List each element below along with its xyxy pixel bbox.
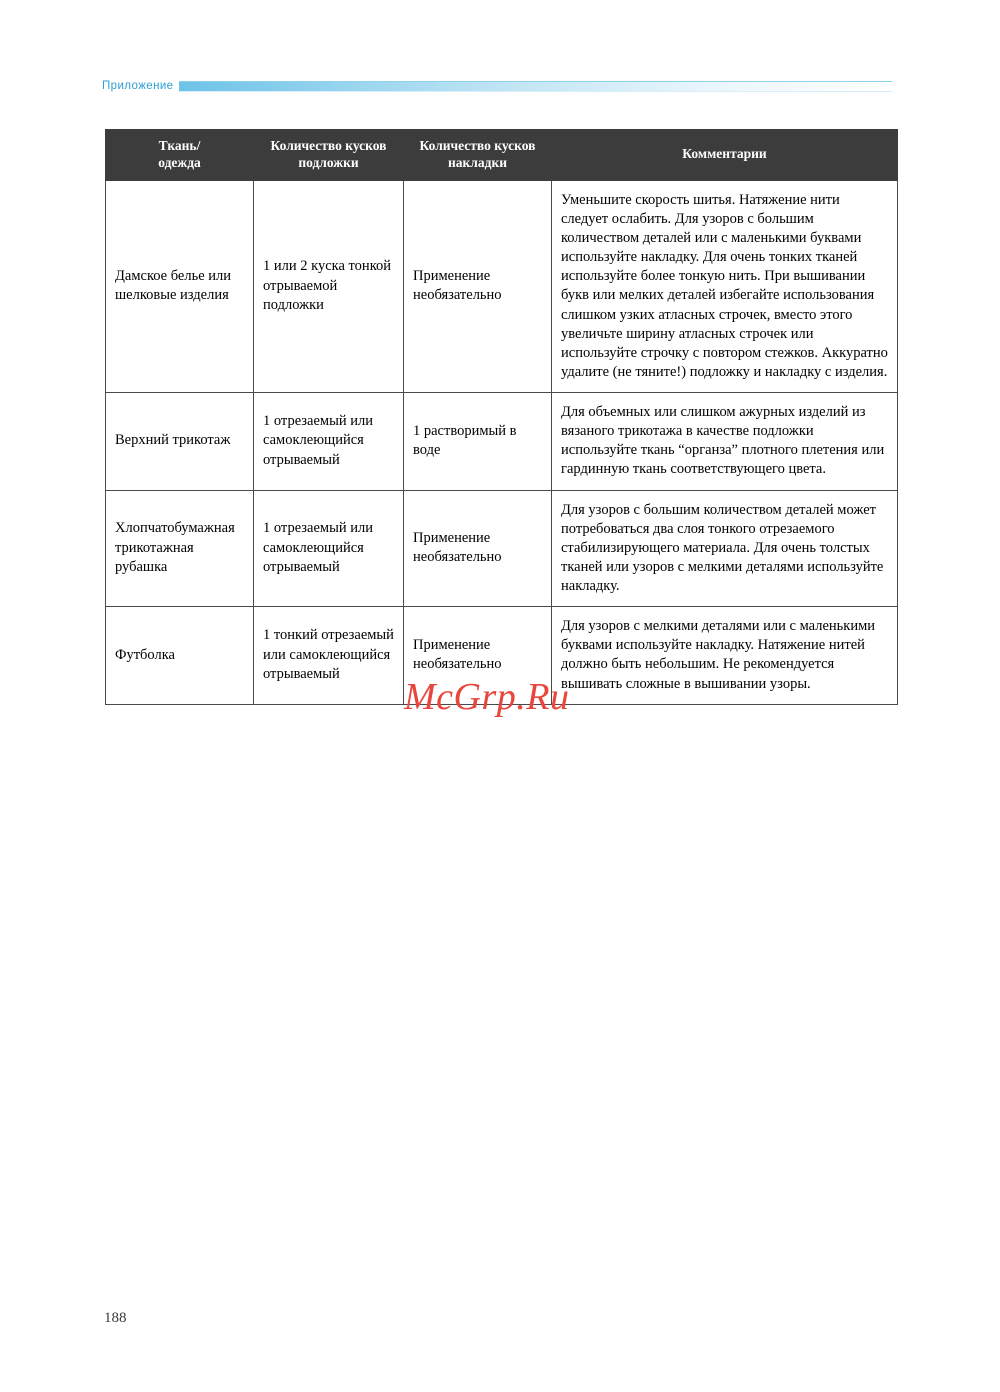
- cell-fabric: Дамское белье или шелковые изделия: [106, 180, 254, 392]
- table-row: [106, 180, 898, 392]
- cell-topping: Применение необязательно: [404, 490, 552, 607]
- cell-stabilizer: 1 отрезаемый или самоклеющийся отрываемый: [254, 490, 404, 607]
- column-header-fabric-line1: Ткань/: [158, 138, 201, 153]
- cell-fabric: Футболка: [106, 607, 254, 705]
- table-row: [106, 393, 898, 491]
- table-row: [106, 490, 898, 607]
- fabric-reference-table-container: [105, 129, 897, 705]
- cell-topping: Применение необязательно: [404, 180, 552, 392]
- cell-comments: Уменьшите скорость шитья. Натяжение нити следует ослабить. Для узоров с большим количеством деталей или с маленькими буквами используйте накладку. Для очень тонких тканей используйте более тонкую нить. При вышивании букв или мелких деталей избегайте использования слишком узких атласных строчек, вместо этого увеличьте ширину атласных строчек или используйте строчку с повтором стежков. Аккуратно удалите (не тяните!) подложку и накладку с изделия.: [552, 180, 898, 392]
- cell-stabilizer: 1 отрезаемый или самоклеющийся отрываемый: [254, 393, 404, 491]
- column-header-topping-line1: Количество кусков: [419, 138, 536, 153]
- cell-comments: Для объемных или слишком ажурных изделий из вязаного трикотажа в качестве подложки используйте ткань “органза” плотного плетения или гардинную ткань соответствующего цвета.: [552, 393, 898, 491]
- watermark-text: McGrp.Ru: [404, 676, 570, 718]
- cell-stabilizer: 1 или 2 куска тонкой отрываемой подложки: [254, 180, 404, 392]
- table-header-row: [106, 130, 898, 181]
- column-header-topping: [404, 130, 552, 181]
- column-header-topping-line2: накладки: [447, 154, 508, 170]
- cell-comments: Для узоров с большим количеством деталей может потребоваться два слоя тонкого отрезаемого стабилизирующего материала. Для очень толстых тканей или узоров с мелкими деталями используйте накладку.: [552, 490, 898, 607]
- cell-comments: Для узоров с мелкими деталями или с маленькими буквами используйте накладку. Натяжение нитей должно быть небольшим. Не рекомендуется вышивать сложные в вышивании узоры.: [552, 607, 898, 705]
- column-header-stabilizer-line1: Количество кусков: [270, 138, 387, 153]
- column-header-stabilizer-line2: подложки: [298, 154, 359, 170]
- fabric-reference-table: [105, 129, 898, 705]
- cell-topping: Применение необязательно: [404, 607, 552, 705]
- column-header-stabilizer: [254, 130, 404, 181]
- section-header: [102, 76, 892, 96]
- column-header-comments: Комментарии: [552, 130, 898, 181]
- column-header-fabric-line2: одежда: [158, 154, 201, 170]
- cell-fabric: Верхний трикотаж: [106, 393, 254, 491]
- section-title: Приложение: [102, 80, 174, 92]
- cell-fabric: Хлопчатобумажная трикотажная рубашка: [106, 490, 254, 607]
- column-header-fabric: [106, 130, 254, 181]
- page-number: 188: [104, 1310, 127, 1326]
- cell-topping: 1 растворимый в воде: [404, 393, 552, 491]
- cell-stabilizer: 1 тонкий отрезаемый или самоклеющийся отрываемый: [254, 607, 404, 705]
- header-divider-rule: [179, 81, 892, 92]
